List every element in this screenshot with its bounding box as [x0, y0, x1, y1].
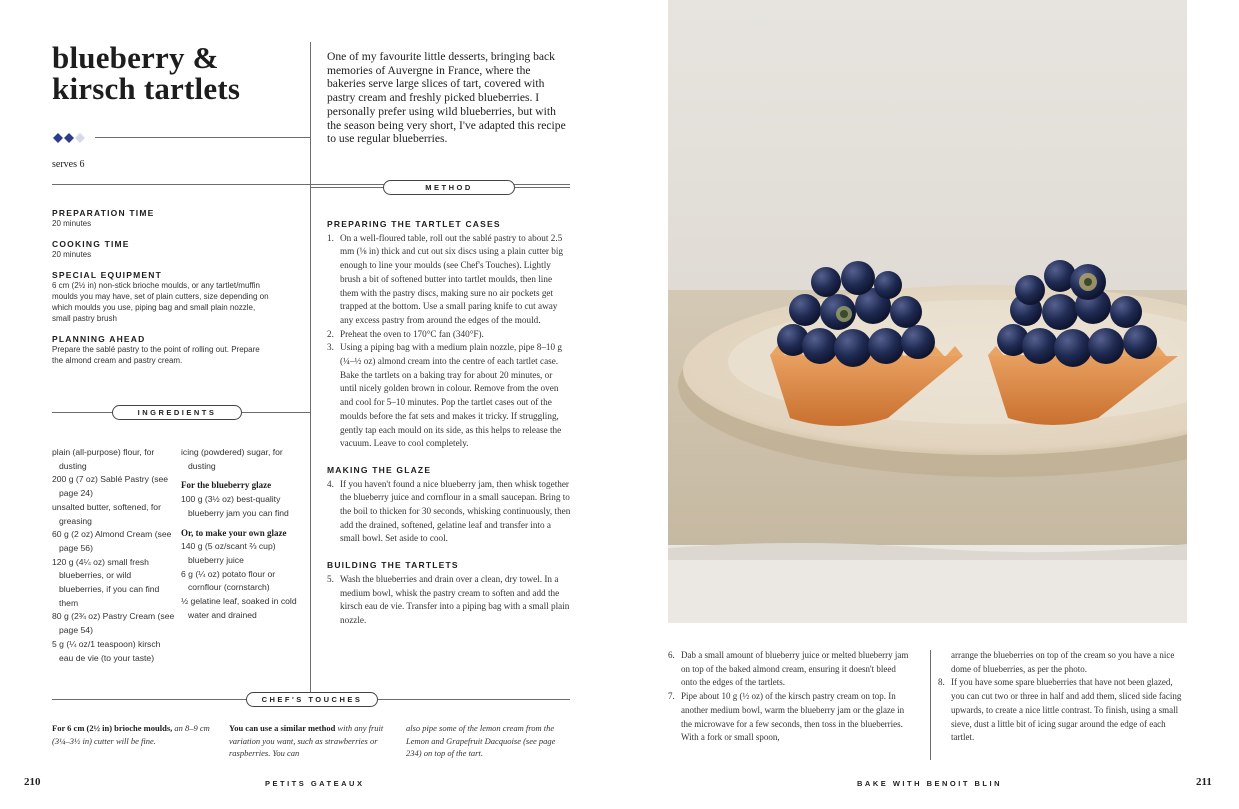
equipment-line: moulds you may have, set of plain cutters, size depending on [52, 292, 269, 301]
ingredient-item: 60 g (2 oz) Almond Cream (see page 56) [52, 529, 172, 553]
section-heading: PREPARING THE TARTLET CASES [327, 219, 501, 229]
ingredients-column-2 [181, 446, 305, 622]
method-label: METHOD [383, 180, 515, 195]
planning-label: PLANNING AHEAD [52, 334, 146, 344]
section-heading: BUILDING THE TARTLETS [327, 560, 459, 571]
ingredients-label: INGREDIENTS [112, 405, 242, 420]
tartlets-photo-illustration [668, 0, 1187, 623]
ingredients-column-1 [52, 446, 176, 665]
column-divider [310, 42, 311, 700]
cook-label: COOKING TIME [52, 239, 130, 249]
running-footer-right: BAKE WITH BENOIT BLIN [857, 779, 1002, 788]
ingredient-item: plain (all-purpose) flour, for dusting [52, 447, 155, 471]
chefs-touch-3: also pipe some of the lemon cream from the Lemon and Grapefruit Dacquoise (see page 234) on top of the tart. [406, 723, 556, 758]
step-text: Preheat the oven to 170°C fan (340°F). [340, 328, 484, 339]
own-glaze-heading: Or, to make your own glaze [181, 527, 287, 538]
equipment-line: small pastry brush [52, 314, 117, 323]
diamond-filled-1 [53, 133, 63, 143]
title-line-1: blueberry & [52, 40, 219, 75]
difficulty-diamonds-icon [52, 132, 92, 144]
running-footer-left: PETITS GATEAUX [265, 779, 365, 788]
equipment-line: which moulds you use, piping bag and small plain nozzle, [52, 303, 256, 312]
step-text: If you haven't found a nice blueberry jam, then whisk together the blueberry juice and cornflour in a small saucepan. Bring to the boil to thicken for 30 seconds, whisking continuously, then add the drained, softened, gelatine leaf and transfer into a small bowl. Set aside to cool. [340, 478, 571, 544]
ingredient-item: 200 g (7 oz) Sablé Pastry (see page 24) [52, 474, 169, 499]
method-step [327, 478, 571, 547]
method-body [327, 218, 571, 628]
diamond-filled-2 [64, 133, 74, 143]
step-text: Dab a small amount of blueberry juice or melted blueberry jam on top of the baked almond cream, ensuring it doesn't bleed onto the edges of the tartlets. [681, 650, 909, 688]
page-number-left: 210 [24, 776, 41, 788]
step-text: If you have some spare blueberries that have not been glazed, you can cut two or three in half and add them, sliced side facing upwards, to create a nice little contrast. To finish, using a small sieve, dust a little bit of icing sugar around the edge of each tartlet. [951, 677, 1182, 743]
chefs-touch-1 [52, 722, 212, 747]
right-steps-column-2 [938, 649, 1188, 745]
recipe-info [52, 208, 302, 366]
step-text: Pipe about 10 g (½ oz) of the kirsch pastry cream on top. In another medium bowl, warm the blueberry jam or the glaze in the microwave for a few seconds, then toss in the blueberries. With a fork or small spoon, [681, 691, 905, 743]
tartlets-photo [668, 0, 1187, 623]
ingredient-item: unsalted butter, softened, for greasing [52, 501, 161, 526]
method-step [668, 649, 914, 690]
difficulty-rating [52, 131, 92, 143]
ingredient-item: 6 g (¼ oz) potato flour or cornflour (cornstarch) [181, 568, 276, 593]
diamond-empty-3 [75, 133, 85, 143]
equipment-line: 6 cm (2½ in) non-stick brioche moulds, or any tartlet/muffin [52, 281, 260, 290]
prep-value: 20 minutes [52, 219, 92, 228]
planning-line: Prepare the sablé pastry to the point of rolling out. Prepare [52, 345, 260, 354]
ingredient-item: 5 g (¼ oz/1 teaspoon) kirsch eau de vie (to your taste) [52, 638, 161, 663]
method-step [938, 676, 1188, 745]
step-number: 2. [327, 328, 334, 339]
right-column-divider [930, 650, 931, 760]
title-line-2: kirsch tartlets [52, 71, 241, 106]
ingredient-item: 100 g (3½ oz) best-quality blueberry jam you can find [181, 494, 289, 518]
equipment-label: SPECIAL EQUIPMENT [52, 270, 162, 280]
right-steps-column-1 [668, 649, 914, 745]
ingredient-item: icing (powdered) sugar, for dusting [181, 447, 283, 471]
method-step [327, 328, 571, 342]
planning-text [52, 344, 302, 366]
step-number: 1. [327, 232, 334, 243]
chefs-touch-1-text: an 8–9 cm (3¼–3½ in) cutter will be fine. [52, 723, 210, 746]
step-text: On a well-floured table, roll out the sablé pastry to about 2.5 mm (⅛ in) thick and cut out six discs using a plain cutter big enough to line your moulds (see Chef's Touches). Lightly brush a bit of softened butter into tartlet moulds, then line them with the pastry discs, making sure no air pockets get trapped at the bottom. Use a small paring knife to cut away any excess pastry from around the edges of the mould. [340, 232, 564, 325]
cook-value: 20 minutes [52, 250, 92, 259]
chefs-touch-2 [229, 722, 395, 760]
step-number: 6. [668, 650, 675, 660]
ingredient-item: 80 g (2¾ oz) Pastry Cream (see page 54) [52, 611, 175, 636]
section-heading: MAKING THE GLAZE [327, 464, 432, 475]
prep-label: PREPARATION TIME [52, 208, 155, 218]
serves: serves 6 [52, 159, 85, 170]
glaze-heading: For the blueberry glaze [181, 480, 272, 491]
step-text: Using a piping bag with a medium plain nozzle, pipe 8–10 g (¼–½ oz) almond cream into the centre of each tartlet case. Bake the tartlets on a baking tray for about 20 minutes, or until nicely golden brown in colour. Remove from the oven and cool for 5–10 minutes. Pop the tartlet cases out of the moulds before the fat sets and makes it tricky. If struggling, gently tap each mould on its side, as this helps to release the vacuum. Leave to cool completely. [340, 342, 562, 449]
method-step [327, 232, 571, 328]
method-step [327, 341, 571, 451]
chefs-touch-2-text: with any fruit variation you want, such as strawberries or raspberries. You can [229, 723, 384, 758]
ingredient-item: ½ gelatine leaf, soaked in cold water and drained [181, 596, 297, 620]
page-number-right: 211 [1196, 776, 1212, 788]
ingredient-item: 140 g (5 oz/scant ⅔ cup) blueberry juice [181, 541, 276, 565]
step-text: Wash the blueberries and drain over a clean, dry towel. In a medium bowl, whisk the pastry cream to soften and add the kirsch eau de vie. Transfer into a piping bag with a small plain nozzle. [340, 573, 570, 625]
step-number: 5. [327, 573, 334, 584]
planning-line: the almond cream and pastry cream. [52, 356, 183, 365]
step-number: 4. [327, 478, 334, 489]
step-number: 3. [327, 342, 334, 353]
chefs-touches-label: CHEF'S TOUCHES [246, 692, 378, 707]
title-divider [95, 137, 310, 138]
step-number: 7. [668, 691, 675, 702]
method-step [327, 573, 571, 628]
intro-paragraph: One of my favourite little desserts, bringing back memories of Auvergne in France, where the bakeries serve large slices of tart, covered with pastry cream and freshly picked blueberries. I personally prefer using wild blueberries, but with the season being very short, I've adapted this recipe to use regular blueberries. [327, 50, 566, 146]
recipe-title [52, 42, 292, 104]
ingredient-item: 120 g (4¼ oz) small fresh blueberries, or wild blueberries, if you can find them [52, 556, 160, 608]
method-step [668, 690, 914, 745]
chefs-touch-1-bold: For 6 cm (2½ in) brioche moulds, [52, 723, 173, 733]
chefs-touch-2-bold: You can use a similar method [229, 723, 336, 733]
step-7-continuation: arrange the blueberries on top of the cream so you have a nice dome of blueberries, as per the photo. [951, 650, 1175, 674]
equipment-text [52, 280, 302, 324]
step-number: 8. [938, 677, 945, 688]
